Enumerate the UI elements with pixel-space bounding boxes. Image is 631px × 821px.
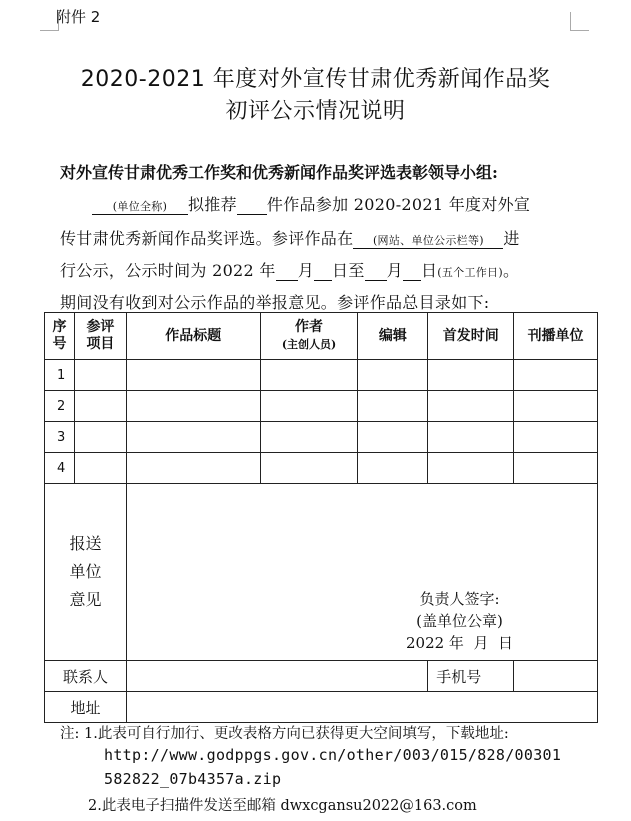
body-line-1: (单位全称) 拟推荐 件作品参加 2020-2021 年度对外宣 (92, 192, 530, 215)
header-seq: 序号 (45, 313, 75, 360)
month-end-blank[interactable] (365, 261, 387, 281)
header-author: 作者 (主创人员) (260, 313, 358, 360)
count-blank[interactable] (237, 195, 267, 215)
salutation: 对外宣传甘肃优秀工作奖和优秀新闻作品奖评选表彰领导小组: (60, 163, 498, 182)
opinion-label: 报送单位意见 (69, 534, 102, 609)
header-publish-time: 首发时间 (428, 313, 514, 360)
opinion-row (45, 484, 598, 661)
body-line-4: 期间没有收到对公示作品的举报意见。参评作品总目录如下: (60, 293, 490, 312)
opinion-area[interactable] (126, 484, 597, 661)
page-corner-mark-right (570, 12, 589, 31)
body-line-2: 传甘肃优秀新闻作品奖评选。参评作品在 (网站、单位公示栏等) 进 (60, 229, 520, 248)
note-1: 注: 1.此表可自行加行、更改表格方向已获得更大空间填写，下载地址: (60, 726, 509, 742)
table-row: 3 (45, 422, 598, 453)
attachment-label: 附件 2 (56, 8, 101, 26)
address-row (45, 692, 598, 723)
table-row: 1 (45, 360, 598, 391)
phone-label: 手机号 (428, 661, 514, 692)
table-header-row (45, 313, 598, 360)
unit-name-blank[interactable]: (单位全称) (92, 198, 188, 215)
header-publisher: 刊播单位 (514, 313, 598, 360)
signature-label: 负责人签字: (419, 590, 500, 608)
document-title: 2020-2021 年度对外宣传甘肃优秀新闻作品奖 (80, 67, 551, 92)
body-line-3: 行公示，公示时间为 2022 年 月 日至 月 日(五个工作日)。 (60, 261, 520, 280)
contact-field[interactable] (126, 661, 427, 692)
table-row: 2 (45, 391, 598, 422)
header-editor: 编辑 (358, 313, 428, 360)
download-link-part2[interactable]: 582822_07b4357a.zip (104, 770, 282, 788)
note-2: 2.此表电子扫描件发送至邮箱 dwxcgansu2022@163.com (88, 798, 477, 814)
signature-block (406, 588, 513, 654)
table-row: 4 (45, 453, 598, 484)
seal-label: (盖单位公章) (416, 612, 503, 630)
contact-row (45, 661, 598, 692)
day-blank[interactable] (314, 261, 332, 281)
opinion-label-cell (45, 484, 127, 661)
document-subtitle: 初评公示情况说明 (225, 99, 406, 124)
month-blank[interactable] (276, 261, 298, 281)
contact-label: 联系人 (45, 661, 127, 692)
header-work-title: 作品标题 (126, 313, 260, 360)
address-field[interactable] (126, 692, 597, 723)
address-label: 地址 (45, 692, 127, 723)
download-link-part1[interactable]: http://www.godppgs.gov.cn/other/003/015/828/00301 (104, 746, 562, 764)
site-blank[interactable]: (网站、单位公示栏等) (353, 232, 503, 249)
phone-field[interactable] (514, 661, 598, 692)
header-item: 参评项目 (74, 313, 126, 360)
date-label: 2022 年 月 日 (405, 634, 513, 652)
day-end-blank[interactable] (403, 261, 421, 281)
works-table (44, 312, 598, 723)
